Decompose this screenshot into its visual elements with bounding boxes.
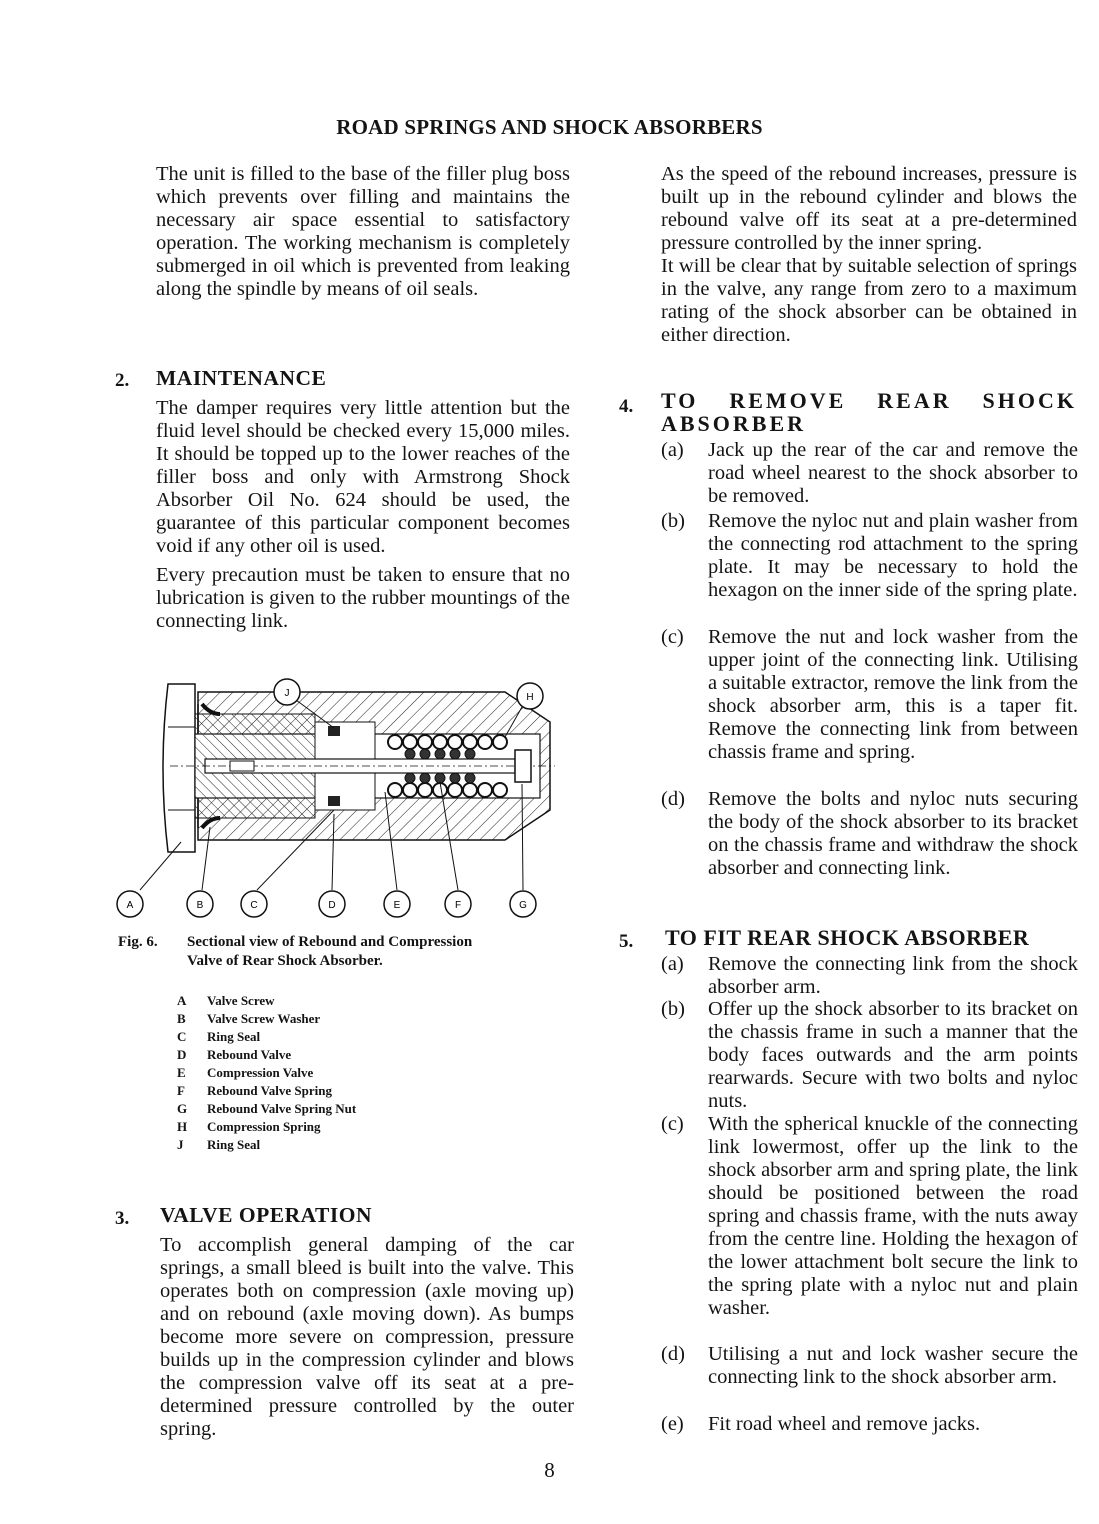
legend-name: Valve Screw Washer	[207, 1011, 321, 1026]
callout-f	[445, 891, 471, 917]
left-column	[156, 163, 570, 301]
callout-h-label: H	[526, 692, 534, 703]
step-label: (d)	[661, 1343, 685, 1365]
callout-g-label: G	[519, 900, 527, 911]
callout-b-label: B	[196, 900, 204, 911]
step-label: (b)	[661, 510, 685, 532]
legend-letter: G	[177, 1101, 188, 1116]
callout-e-label: E	[393, 900, 401, 911]
spindle	[170, 759, 555, 773]
legend-name: Ring Seal	[207, 1137, 261, 1152]
callout-d-label: D	[328, 900, 336, 911]
fit-section-heading: TO FIT REAR SHOCK ABSORBER	[665, 925, 1030, 950]
step-label: (a)	[661, 953, 684, 975]
legend-name: Ring Seal	[207, 1029, 261, 1044]
legend-letter: A	[177, 993, 187, 1008]
maintenance-body	[156, 397, 570, 633]
intro-paragraph: The unit is filled to the base of the filler plug boss which prevents over filling and maintains the necessary air space essential to satisfactory operation. The working mechanism is completely submerged in oil which is prevented from leaking along the spindle by means of oil seals.	[156, 163, 570, 300]
callout-h	[517, 683, 543, 709]
step-text: Remove the bolts and nyloc nuts securing the body of the shock absorber to its bracket on the chassis frame and withdraw the shock absorber and connecting link.	[708, 788, 1078, 879]
legend-name: Compression Spring	[207, 1119, 321, 1134]
step-text: Remove the connecting link from the shock absorber arm.	[708, 953, 1078, 998]
valve-operation-paragraph: To accomplish general damping of the car springs, a small bleed is built into the valve. This operates both on compression (axle moving up) and on rebound (axle moving down). As bumps become more severe on compression, pressure builds up in the compression cylinder and blows the compression valve off its seat at a pre-determined pressure controlled by the outer spring.	[160, 1234, 574, 1440]
callout-e	[384, 891, 410, 917]
step-label: (d)	[661, 788, 685, 810]
legend-letter: F	[177, 1083, 185, 1098]
fit-section-number: 5.	[619, 931, 634, 952]
step-label: (e)	[661, 1413, 684, 1435]
callout-d	[319, 891, 345, 917]
legend-letter: C	[177, 1029, 187, 1044]
callout-c	[241, 891, 267, 917]
callout-j-label: J	[284, 688, 290, 699]
legend-name: Valve Screw	[207, 993, 275, 1008]
step-text: Remove the nyloc nut and plain washer from the connecting rod attachment to the spring plate. It may be necessary to hold the hexagon on the inner side of the spring plate.	[708, 510, 1078, 601]
figure-caption-line-2: Valve of Rear Shock Absorber.	[187, 953, 383, 969]
legend-name: Rebound Valve	[207, 1047, 292, 1062]
legend-letter: H	[177, 1119, 188, 1134]
step-label: (b)	[661, 998, 685, 1020]
legend-letter: B	[177, 1011, 186, 1026]
rebound-paragraph-2: It will be clear that by suitable selection of springs in the valve, any range from zero to a maximum rating of the shock absorber can be obtained in either direction.	[661, 255, 1077, 346]
callout-b	[187, 891, 213, 917]
legend-letter: J	[177, 1137, 184, 1152]
callout-j	[274, 679, 300, 705]
right-column-top	[661, 163, 1077, 347]
step-text: Remove the nut and lock washer from the upper joint of the connecting link. Utilising a suitable extractor, remove the link from the shock absorber arm, this is a taper fit. Remove the connecting link from between chassis frame and spring.	[708, 626, 1078, 763]
remove-section-number: 4.	[619, 396, 634, 417]
ring-seal-c	[328, 796, 340, 806]
step-text: Utilising a nut and lock washer secure the connecting link to the shock absorber arm.	[708, 1343, 1078, 1388]
maintenance-number: 2.	[115, 370, 130, 391]
legend-letter: E	[177, 1065, 186, 1080]
remove-section-heading-line-1: TO REMOVE REAR SHOCK	[661, 388, 1077, 413]
step-text: Offer up the shock absorber to its bracket on the chassis frame in such a manner that the body faces outwards and the arm points rearwards. Secure with two bolts and nyloc nuts.	[708, 998, 1078, 1112]
page-title: ROAD SPRINGS AND SHOCK ABSORBERS	[336, 115, 763, 139]
maintenance-paragraph-2: Every precaution must be taken to ensure that no lubrication is given to the rubber mountings of the connecting link.	[156, 564, 570, 632]
remove-section-heading-line-2: ABSORBER	[661, 411, 807, 436]
valve-operation-heading: VALVE OPERATION	[160, 1203, 373, 1227]
legend-letter: D	[177, 1047, 187, 1062]
step-text: Jack up the rear of the car and remove the road wheel nearest to the shock absorber to be removed.	[708, 439, 1078, 507]
maintenance-paragraph-1: The damper requires very little attention but the fluid level should be checked every 15,000 miles. It should be topped up to the lower reaches of the filler boss and only with Armstrong Shock Absorber Oil No. 624 should be used, the guarantee of this particular component becomes void if any other oil is used.	[156, 397, 570, 557]
step-label: (c)	[661, 626, 684, 648]
callout-g	[510, 891, 536, 917]
page-number: 8	[544, 1458, 555, 1482]
rebound-valve-spring-nut	[515, 750, 531, 782]
step-label: (a)	[661, 439, 684, 461]
callout-a	[117, 891, 143, 917]
rebound-paragraph-1: As the speed of the rebound increases, pressure is built up in the rebound cylinder and blows the rebound valve off its seat at a pre-determined pressure controlled by the inner spring.	[661, 163, 1077, 254]
step-text: With the spherical knuckle of the connecting link lowermost, offer up the link to the shock absorber arm and spring plate, the link should be positioned between the road spring and chassis frame, with the nuts away from the centre line. Holding the hexagon of the lower attachment bolt secure the link to the spring plate with a nyloc nut and plain washer.	[708, 1113, 1078, 1319]
step-label: (c)	[661, 1113, 684, 1135]
step-text: Fit road wheel and remove jacks.	[708, 1413, 981, 1435]
valve-operation-body	[160, 1234, 574, 1441]
valve-operation-number: 3.	[115, 1208, 130, 1229]
maintenance-heading: MAINTENANCE	[156, 366, 327, 390]
figure-caption-line-1: Sectional view of Rebound and Compression	[187, 934, 473, 950]
valve-sectional-diagram	[110, 662, 560, 927]
callout-f-label: F	[454, 900, 462, 911]
callout-c-label: C	[250, 900, 258, 911]
legend-name: Rebound Valve Spring Nut	[207, 1101, 357, 1116]
figure-caption-label: Fig. 6.	[118, 934, 158, 950]
callout-a-label: A	[126, 900, 134, 911]
valve-screw-head	[163, 684, 195, 852]
legend-name: Rebound Valve Spring	[207, 1083, 332, 1098]
legend-name: Compression Valve	[207, 1065, 314, 1080]
